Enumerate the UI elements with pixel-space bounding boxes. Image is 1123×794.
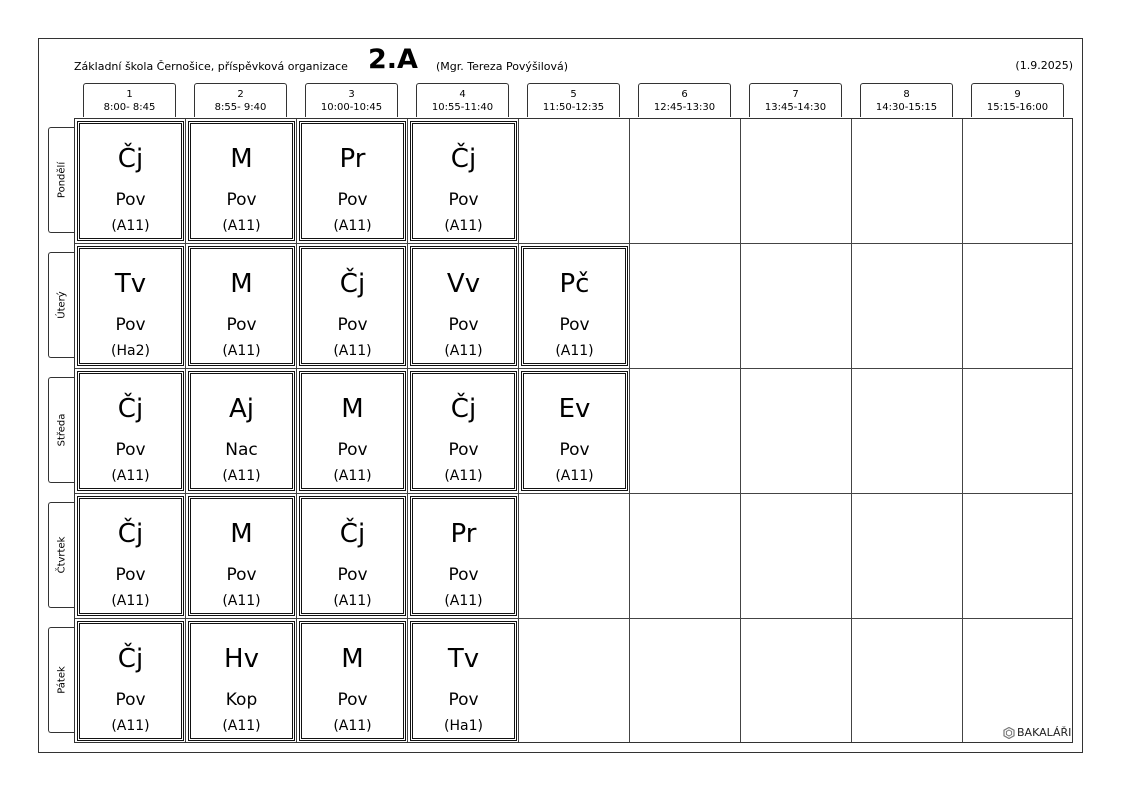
day-tab-3 bbox=[48, 377, 74, 483]
lesson-subject: Čj bbox=[450, 394, 477, 424]
lesson-subject: M bbox=[230, 519, 253, 549]
grid-column-divider bbox=[185, 119, 186, 742]
day-tab-2 bbox=[48, 252, 74, 358]
lesson-subject: Čj bbox=[117, 394, 144, 424]
day-tab-4 bbox=[48, 502, 74, 608]
lesson-teacher: Pov bbox=[448, 315, 479, 335]
grid-column-divider bbox=[296, 119, 297, 742]
lesson-subject: Čj bbox=[117, 644, 144, 674]
lesson-subject: Tv bbox=[114, 269, 147, 299]
class-title: 2.A bbox=[368, 44, 418, 75]
grid-column-divider bbox=[740, 119, 741, 742]
period-header-3 bbox=[305, 83, 398, 117]
lesson-cell bbox=[299, 621, 406, 741]
lesson-room: (A11) bbox=[555, 343, 594, 359]
lesson-teacher: Pov bbox=[115, 690, 146, 710]
class-teacher: (Mgr. Tereza Povýšilová) bbox=[436, 60, 569, 73]
lesson-room: (A11) bbox=[555, 468, 594, 484]
period-number: 9 bbox=[1014, 89, 1021, 100]
lesson-teacher: Pov bbox=[226, 190, 257, 210]
lesson-subject: Vv bbox=[446, 269, 481, 299]
grid-row-divider bbox=[75, 243, 1072, 244]
lesson-room: (A11) bbox=[333, 218, 372, 234]
lesson-cell bbox=[77, 246, 184, 366]
lesson-teacher: Pov bbox=[337, 190, 368, 210]
lesson-teacher: Pov bbox=[115, 315, 146, 335]
lesson-teacher: Pov bbox=[226, 565, 257, 585]
lesson-cell bbox=[521, 371, 628, 491]
lesson-cell bbox=[299, 371, 406, 491]
lesson-subject: M bbox=[341, 394, 364, 424]
period-time: 11:50-12:35 bbox=[542, 102, 605, 113]
lesson-teacher: Pov bbox=[448, 190, 479, 210]
lesson-teacher: Pov bbox=[337, 565, 368, 585]
lesson-cell bbox=[299, 496, 406, 616]
lesson-room: (A11) bbox=[444, 343, 483, 359]
period-header-1 bbox=[83, 83, 176, 117]
lesson-cell bbox=[410, 496, 517, 616]
lesson-cell bbox=[410, 246, 517, 366]
lesson-subject: Pč bbox=[559, 269, 590, 299]
day-tab-1 bbox=[48, 127, 74, 233]
period-header-6 bbox=[638, 83, 731, 117]
lesson-teacher: Pov bbox=[337, 315, 368, 335]
lesson-cell bbox=[188, 246, 295, 366]
lesson-teacher: Pov bbox=[226, 315, 257, 335]
period-number: 8 bbox=[903, 89, 910, 100]
lesson-room: (A11) bbox=[222, 718, 261, 734]
lesson-room: (A11) bbox=[444, 468, 483, 484]
lesson-cell bbox=[77, 121, 184, 241]
lesson-cell bbox=[188, 121, 295, 241]
period-number: 7 bbox=[792, 89, 799, 100]
period-header-9 bbox=[971, 83, 1064, 117]
lesson-room: (A11) bbox=[333, 343, 372, 359]
lesson-room: (Ha2) bbox=[111, 343, 150, 359]
lesson-subject: Hv bbox=[224, 644, 259, 674]
period-time: 10:00-10:45 bbox=[320, 102, 383, 113]
lesson-subject: Čj bbox=[117, 144, 144, 174]
lesson-teacher: Pov bbox=[115, 440, 146, 460]
period-number: 1 bbox=[126, 89, 133, 100]
lesson-room: (A11) bbox=[444, 593, 483, 609]
lesson-cell bbox=[299, 121, 406, 241]
lesson-teacher: Pov bbox=[448, 440, 479, 460]
lesson-teacher: Pov bbox=[448, 565, 479, 585]
lesson-subject: Pr bbox=[450, 519, 477, 549]
lesson-room: (A11) bbox=[111, 593, 150, 609]
lesson-subject: M bbox=[230, 269, 253, 299]
lesson-subject: Čj bbox=[339, 519, 366, 549]
lesson-subject: Ev bbox=[558, 394, 591, 424]
period-time: 10:55-11:40 bbox=[431, 102, 494, 113]
lesson-room: (A11) bbox=[111, 468, 150, 484]
lesson-teacher: Kop bbox=[225, 690, 258, 710]
period-number: 5 bbox=[570, 89, 577, 100]
bakalari-logo bbox=[1003, 726, 1071, 739]
lesson-subject: Čj bbox=[450, 144, 477, 174]
lesson-subject: Čj bbox=[117, 519, 144, 549]
lesson-teacher: Pov bbox=[559, 315, 590, 335]
grid-column-divider bbox=[629, 119, 630, 742]
lesson-cell bbox=[188, 371, 295, 491]
lesson-subject: M bbox=[341, 644, 364, 674]
day-label: Čtvrtek bbox=[56, 536, 67, 574]
day-label: Středa bbox=[56, 413, 67, 447]
lesson-teacher: Pov bbox=[448, 690, 479, 710]
timetable-date: (1.9.2025) bbox=[1015, 59, 1073, 72]
lesson-cell bbox=[521, 246, 628, 366]
period-number: 6 bbox=[681, 89, 688, 100]
period-number: 4 bbox=[459, 89, 466, 100]
lesson-cell bbox=[77, 621, 184, 741]
grid-column-divider bbox=[518, 119, 519, 742]
lesson-teacher: Pov bbox=[337, 690, 368, 710]
lesson-room: (Ha1) bbox=[444, 718, 483, 734]
lesson-subject: Aj bbox=[228, 394, 254, 424]
lesson-subject: Pr bbox=[339, 144, 366, 174]
lesson-subject: Tv bbox=[447, 644, 480, 674]
grid-column-divider bbox=[962, 119, 963, 742]
period-time: 15:15-16:00 bbox=[986, 102, 1049, 113]
lesson-subject: M bbox=[230, 144, 253, 174]
day-tab-5 bbox=[48, 627, 74, 733]
lesson-room: (A11) bbox=[333, 718, 372, 734]
lesson-room: (A11) bbox=[222, 218, 261, 234]
lesson-cell bbox=[299, 246, 406, 366]
grid-column-divider bbox=[851, 119, 852, 742]
period-header-2 bbox=[194, 83, 287, 117]
period-time: 12:45-13:30 bbox=[653, 102, 716, 113]
grid-row-divider bbox=[75, 618, 1072, 619]
lesson-cell bbox=[188, 496, 295, 616]
period-header-8 bbox=[860, 83, 953, 117]
lesson-teacher: Pov bbox=[559, 440, 590, 460]
period-time: 14:30-15:15 bbox=[875, 102, 938, 113]
lesson-teacher: Pov bbox=[115, 190, 146, 210]
lesson-room: (A11) bbox=[222, 343, 261, 359]
period-time: 8:00- 8:45 bbox=[103, 102, 156, 113]
lesson-room: (A11) bbox=[111, 718, 150, 734]
day-label: Pátek bbox=[56, 666, 67, 694]
period-number: 2 bbox=[237, 89, 244, 100]
period-header-4 bbox=[416, 83, 509, 117]
day-label: Pondělí bbox=[56, 161, 67, 199]
day-label: Úterý bbox=[56, 291, 67, 319]
period-time: 8:55- 9:40 bbox=[214, 102, 267, 113]
lesson-cell bbox=[188, 621, 295, 741]
lesson-cell bbox=[410, 121, 517, 241]
lesson-teacher: Pov bbox=[337, 440, 368, 460]
lesson-teacher: Pov bbox=[115, 565, 146, 585]
bakalari-logo-text: BAKALÁŘI bbox=[1017, 726, 1072, 739]
grid-column-divider bbox=[407, 119, 408, 742]
lesson-cell bbox=[410, 371, 517, 491]
lesson-room: (A11) bbox=[111, 218, 150, 234]
lesson-room: (A11) bbox=[333, 593, 372, 609]
period-number: 3 bbox=[348, 89, 355, 100]
lesson-cell bbox=[410, 621, 517, 741]
school-name: Základní škola Černošice, příspěvková organizace bbox=[74, 60, 348, 73]
bakalari-logo-icon bbox=[1003, 727, 1015, 739]
grid-row-divider bbox=[75, 368, 1072, 369]
period-time: 13:45-14:30 bbox=[764, 102, 827, 113]
period-header-5 bbox=[527, 83, 620, 117]
timetable-grid bbox=[74, 118, 1073, 743]
lesson-cell bbox=[77, 371, 184, 491]
grid-row-divider bbox=[75, 493, 1072, 494]
lesson-room: (A11) bbox=[333, 468, 372, 484]
lesson-room: (A11) bbox=[222, 468, 261, 484]
lesson-teacher: Nac bbox=[225, 440, 258, 460]
lesson-subject: Čj bbox=[339, 269, 366, 299]
lesson-room: (A11) bbox=[444, 218, 483, 234]
lesson-cell bbox=[77, 496, 184, 616]
lesson-room: (A11) bbox=[222, 593, 261, 609]
period-header-7 bbox=[749, 83, 842, 117]
